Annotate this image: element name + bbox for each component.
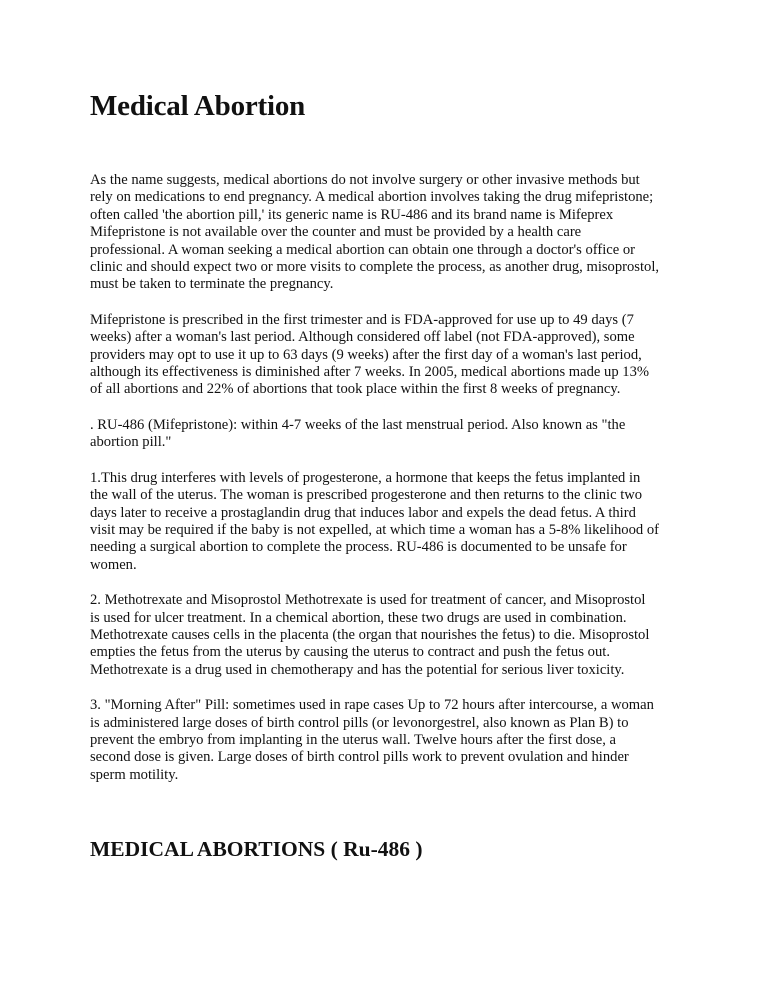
text-line: Mifepristone is not available over the counter and must be provided by a health care	[90, 224, 582, 241]
text-line: As the name suggests, medical abortions do not involve surgery or other invasive methods but	[90, 172, 640, 188]
paragraph-intro	[90, 172, 690, 294]
text-line: is used for ulcer treatment. In a chemical abortion, these two drugs are used in combination.	[90, 609, 627, 626]
text-line: 1.This drug interferes with levels of progesterone, a hormone that keeps the fetus implanted in	[90, 469, 641, 486]
text-line: often called 'the abortion pill,' its generic name is RU-486 and its brand name is Mifeprex	[90, 206, 614, 223]
paragraph-ru486	[90, 417, 690, 452]
text-line: must be taken to terminate the pregnancy.	[90, 276, 334, 293]
text-line: prevent the embryo from implanting in the uterus wall. Twelve hours after the first dose, a	[90, 731, 616, 748]
text-line: although its effectiveness is diminished after 7 weeks. In 2005, medical abortions made up 13%	[90, 364, 650, 381]
paragraph-item-1	[90, 470, 690, 574]
text-line: weeks) after a woman's last period. Although considered off label (not FDA-approved), some	[90, 329, 635, 346]
text-line: needing a surgical abortion to complete the process. RU-486 is documented to be unsafe for	[90, 539, 627, 556]
text-line: 2. Methotrexate and Misoprostol Methotrexate is used for treatment of cancer, and Misoprostol	[90, 592, 646, 609]
text-line: rely on medications to end pregnancy. A medical abortion involves taking the drug mifepristone;	[90, 189, 654, 206]
paragraph-mifepristone	[90, 312, 690, 399]
text-line: sperm motility.	[90, 766, 179, 783]
section-heading: MEDICAL ABORTIONS ( Ru-486 )	[90, 837, 423, 861]
text-line: empties the fetus from the uterus by causing the uterus to contract and push the fetus out.	[90, 644, 610, 661]
text-line: visit may be required if the baby is not expelled, at which time a woman has a 5-8% likelihood of	[90, 521, 660, 538]
text-line: abortion pill."	[90, 434, 172, 451]
text-line: days later to receive a prostaglandin drug that induces labor and expels the dead fetus. A third	[90, 504, 636, 521]
text-line: 3. "Morning After" Pill: sometimes used in rape cases Up to 72 hours after intercourse, a woman	[90, 697, 654, 714]
text-line: Methotrexate is a drug used in chemotherapy and has the potential for serious liver toxicity.	[90, 661, 625, 678]
text-line: providers may opt to use it up to 63 days (9 weeks) after the first day of a woman's last period,	[90, 346, 642, 363]
text-line: Methotrexate causes cells in the placenta (the organ that nourishes the fetus) to die. Misoprostol	[90, 626, 650, 643]
text-line: clinic and should expect two or more visits to complete the process, as another drug, misoprostol,	[90, 259, 660, 276]
paragraph-item-3	[90, 697, 690, 784]
text-line: professional. A woman seeking a medical abortion can obtain one through a doctor's office or	[90, 241, 636, 258]
text-line: of all abortions and 22% of abortions that took place within the first 8 weeks of pregnancy.	[90, 381, 621, 398]
text-line: Mifepristone is prescribed in the first trimester and is FDA-approved for use up to 49 days (7	[90, 311, 634, 328]
text-line: . RU-486 (Mifepristone): within 4-7 weeks of the last menstrual period. Also known as "the	[90, 416, 626, 433]
paragraph-item-2	[90, 592, 690, 679]
page-title: Medical Abortion	[90, 90, 306, 122]
text-line: women.	[90, 556, 137, 573]
document-body	[90, 172, 690, 802]
text-line: second dose is given. Large doses of birth control pills work to prevent ovulation and hinder	[90, 749, 629, 766]
text-line: is administered large doses of birth control pills (or levonorgestrel, also known as Plan B) to	[90, 714, 629, 731]
text-line: the wall of the uterus. The woman is prescribed progesterone and then returns to the clinic two	[90, 487, 643, 504]
